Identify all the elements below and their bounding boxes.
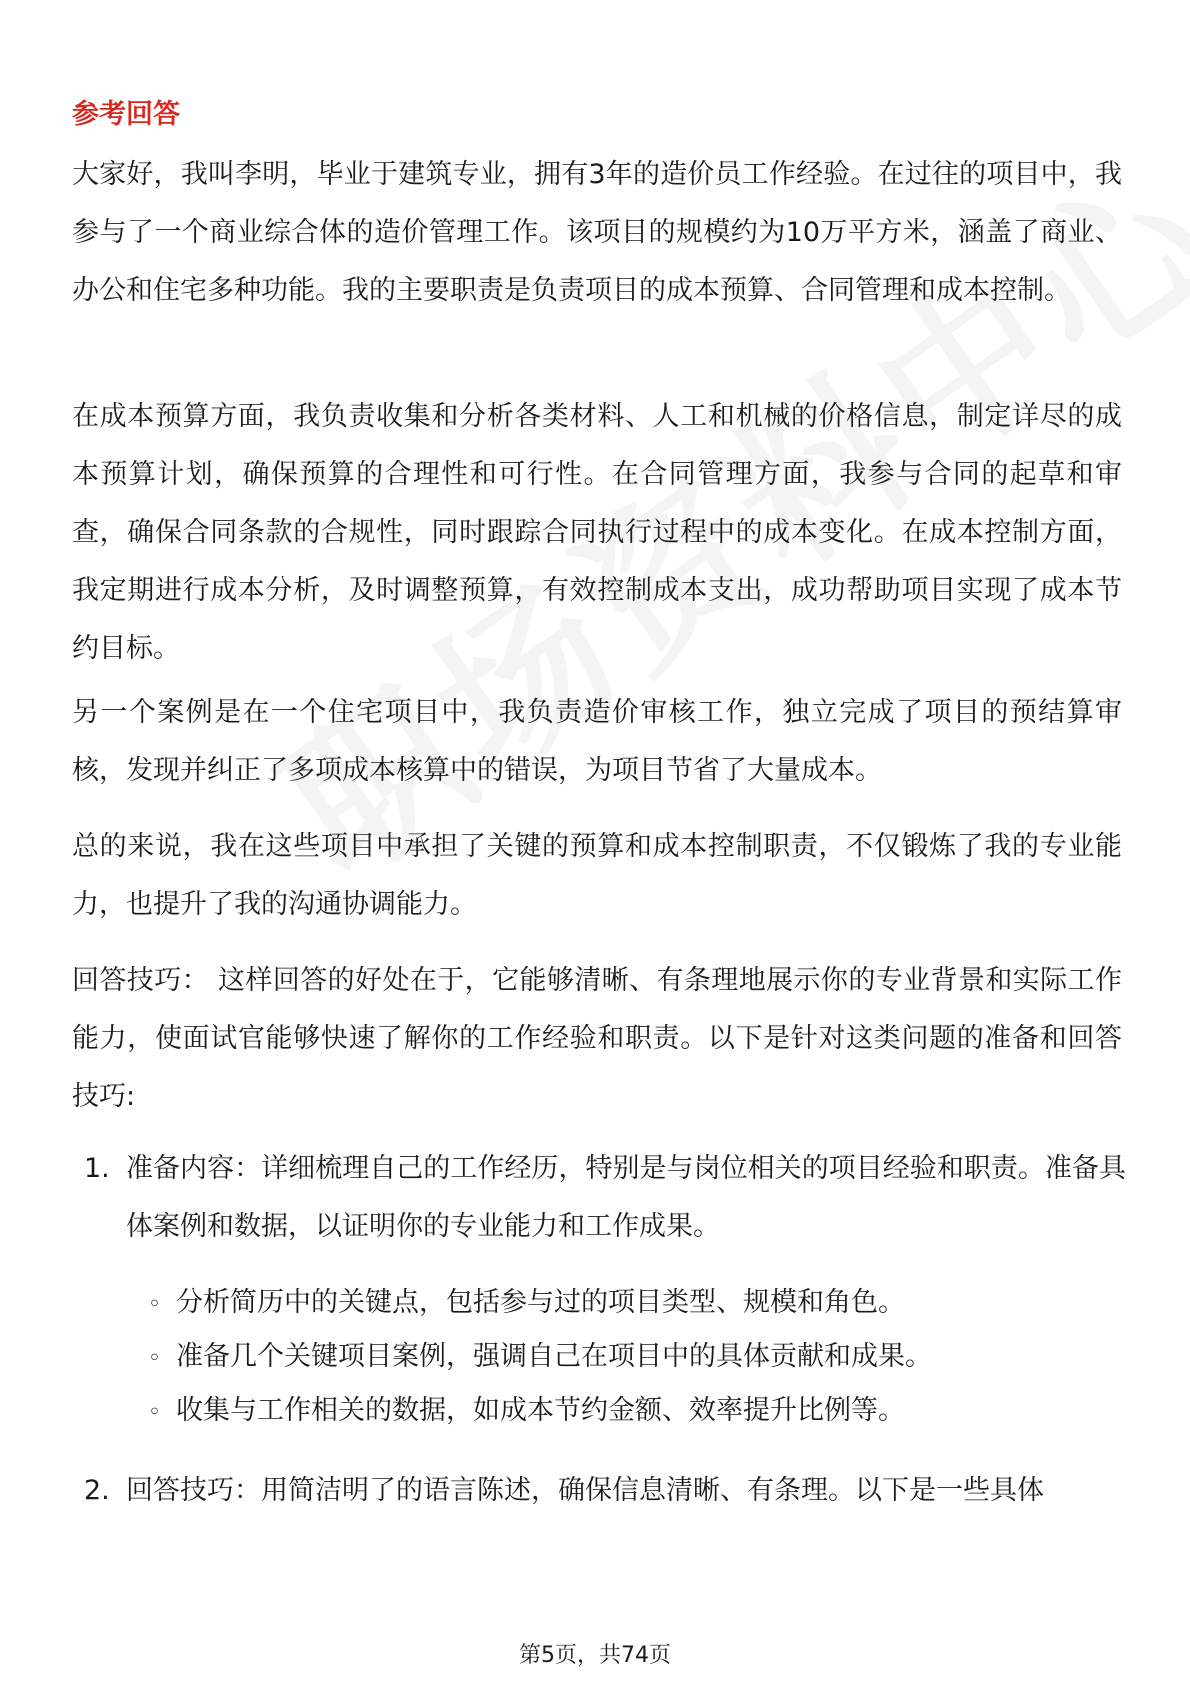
sub-list-item-text: 准备几个关键项目案例，强调自己在项目中的具体贡献和成果。 — [176, 1341, 932, 1372]
sub-list-item — [148, 1328, 1128, 1388]
paragraph-tips: 回答技巧： 这样回答的好处在于，它能够清晰、有条理地展示你的专业背景和实际工作能力，使面试官能够快速了解你的工作经验和职责。以下是针对这类问题的准备和回答技巧: — [72, 965, 1122, 1112]
list-item-text: 准备内容：详细梳理自己的工作经历，特别是与岗位相关的项目经验和职责。准备具体案例和数据，以证明你的专业能力和工作成果。 — [126, 1153, 1126, 1242]
list-marker: 2. — [84, 1475, 110, 1506]
paragraph-summary: 总的来说，我在这些项目中承担了关键的预算和成本控制职责，不仅锻炼了我的专业能力，也提升了我的沟通协调能力。 — [72, 831, 1122, 920]
paragraph-second-case: 另一个案例是在一个住宅项目中，我负责造价审核工作，独立完成了项目的预结算审核，发现并纠正了多项成本核算中的错误，为项目节省了大量成本。 — [72, 697, 1122, 786]
bullet-icon: ◦ — [148, 1400, 161, 1425]
sub-list-item-text: 收集与工作相关的数据，如成本节约金额、效率提升比例等。 — [176, 1395, 905, 1426]
list-item — [72, 1462, 1132, 1520]
section-heading: 参考回答 — [72, 99, 180, 130]
list-marker: 1. — [84, 1153, 110, 1184]
page-footer: 第5页，共74页 — [519, 1643, 671, 1668]
paragraph-intro: 大家好，我叫李明，毕业于建筑专业，拥有3年的造价员工作经验。在过往的项目中，我参与了一个商业综合体的造价管理工作。该项目的规模约为10万平方米，涵盖了商业、办公和住宅多种功能。我的主要职责是负责项目的成本预算、合同管理和成本控制。 — [72, 159, 1122, 306]
list-item-text: 回答技巧：用简洁明了的语言陈述，确保信息清晰、有条理。以下是一些具体 — [126, 1475, 1044, 1506]
sub-list-item-text: 分析简历中的关键点，包括参与过的项目类型、规模和角色。 — [176, 1287, 905, 1318]
list-item — [72, 1140, 1132, 1256]
bullet-icon: ◦ — [148, 1346, 161, 1371]
sub-list-item — [148, 1382, 1128, 1442]
bullet-icon: ◦ — [148, 1292, 161, 1317]
sub-list-item — [148, 1274, 1128, 1334]
paragraph-responsibilities: 在成本预算方面，我负责收集和分析各类材料、人工和机械的价格信息，制定详尽的成本预算计划，确保预算的合理性和可行性。在合同管理方面，我参与合同的起草和审查，确保合同条款的合规性，同时跟踪合同执行过程中的成本变化。在成本控制方面，我定期进行成本分析，及时调整预算，有效控制成本支出，成功帮助项目实现了成本节约目标。 — [72, 401, 1122, 664]
